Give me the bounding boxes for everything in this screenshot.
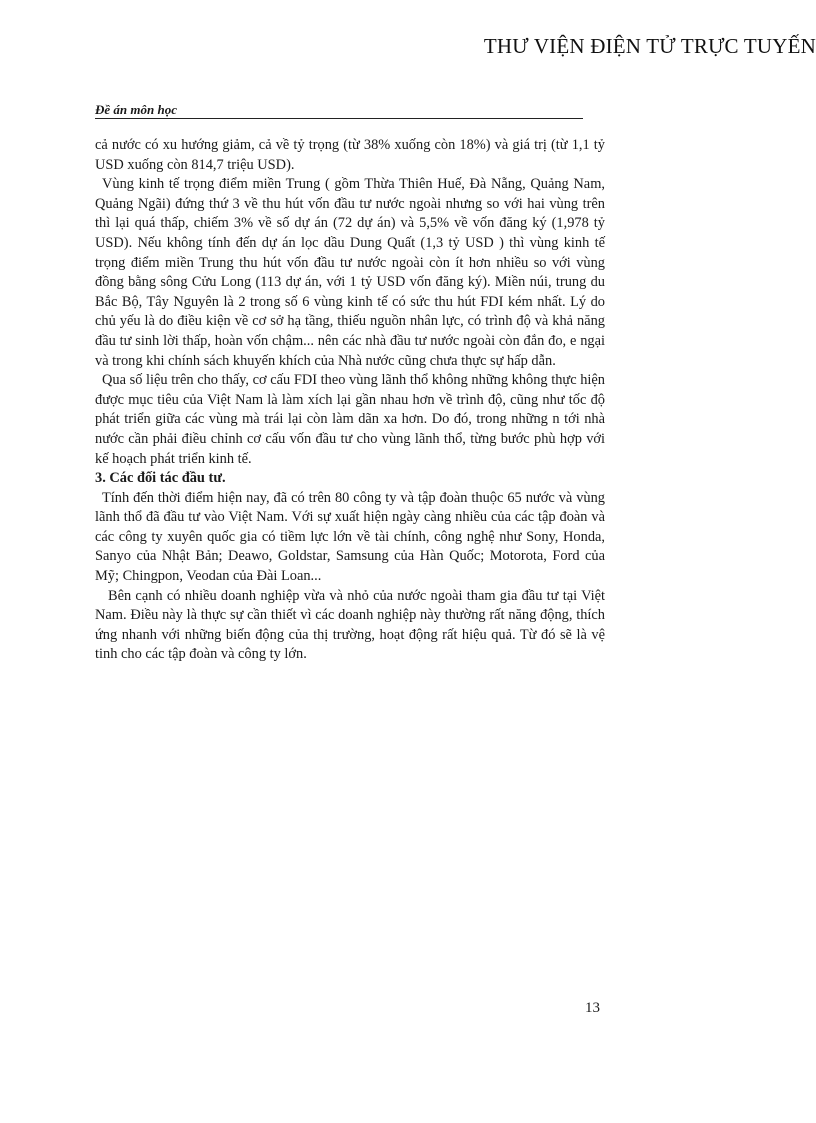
page-content [95, 136, 605, 665]
section-heading: 3. Các đối tác đầu tư. [95, 470, 226, 487]
paragraph-conclusion: Qua số liệu trên cho thấy, cơ cấu FDI theo vùng lãnh thổ không những không thực hiện được mục tiêu của Việt Nam là làm xích lại gần nhau hơn về trình độ, cũng như tốc độ phát triển giữa các vùng mà trái lại còn làm dãn xa hơn. Do đó, trong những n tới nhà nước cần phải điều chỉnh cơ cấu vốn đầu tư cho vùng lãnh thổ, từng bước phù hợp với kế hoạch phát triển kinh tế. [95, 372, 605, 467]
paragraph-partners: Tính đến thời điểm hiện nay, đã có trên 80 công ty và tập đoàn thuộc 65 nước và vùng lãnh thổ đã đầu tư vào Việt Nam. Với sự xuất hiện ngày càng nhiều của các tập đoàn và các công ty xuyên quốc gia có tiềm lực lớn về tài chính, công nghệ như Sony, Honda, Sanyo của Nhật Bản; Deawo, Goldstar, Samsung của Hàn Quốc; Motorota, Ford của Mỹ; Chingpon, Veodan của Đài Loan... [95, 489, 605, 585]
paragraph-continuation: cả nước có xu hướng giảm, cả về tỷ trọng (từ 38% xuống còn 18%) và giá trị (từ 1,1 tỷ USD xuống còn 814,7 triệu USD). [95, 137, 605, 173]
site-banner: THƯ VIỆN ĐIỆN TỬ TRỰC TUYẾN [483, 34, 816, 58]
page-number: 13 [585, 1000, 600, 1016]
paragraph-smes: Bên cạnh có nhiều doanh nghiệp vừa và nhỏ của nước ngoài tham gia đầu tư tại Việt Nam. Điều này là thực sự cần thiết vì các doanh nghiệp này thường rất năng động, thích ứng nhanh với những biến động của thị trường, hoạt động rất hiệu quả. Từ đó sẽ là vệ tinh cho các tập đoàn và công ty lớn. [95, 587, 605, 663]
document-subject: Đề án môn học [95, 102, 177, 117]
header-rule [95, 118, 583, 119]
paragraph-central-region: Vùng kinh tế trọng điểm miền Trung ( gồm Thừa Thiên Huế, Đà Nẵng, Quảng Nam, Quảng Ngãi) đứng thứ 3 về thu hút vốn đầu tư nước ngoài nhưng so với hai vùng trên thì lại quá thấp, chiếm 3% về số dự án (72 dự án) và 5,5% về vốn đăng ký (1,978 tỷ USD). Nếu không tính đến dự án lọc dầu Dung Quất (1,3 tỷ USD ) thì vùng kinh tế trọng điểm miền Trung thu hút vốn đầu tư nước ngoài còn ít hơn nhiều so với vùng đồng bằng sông Cửu Long (113 dự án, với 1 tỷ USD vốn đăng ký). Miền núi, trung du Bắc Bộ, Tây Nguyên là 2 trong số 6 vùng kinh tế có sức thu hút FDI kém nhất. Lý do chủ yếu là do điều kiện về cơ sở hạ tầng, thiếu nguồn nhân lực, có trình độ và khả năng đầu tư sinh lời thấp, hoàn vốn chậm... nên các nhà đầu tư nước ngoài còn đắn đo, e ngại và trong khi chính sách khuyến khích của Nhà nước cũng chưa thực sự hấp dẫn. [95, 176, 605, 369]
